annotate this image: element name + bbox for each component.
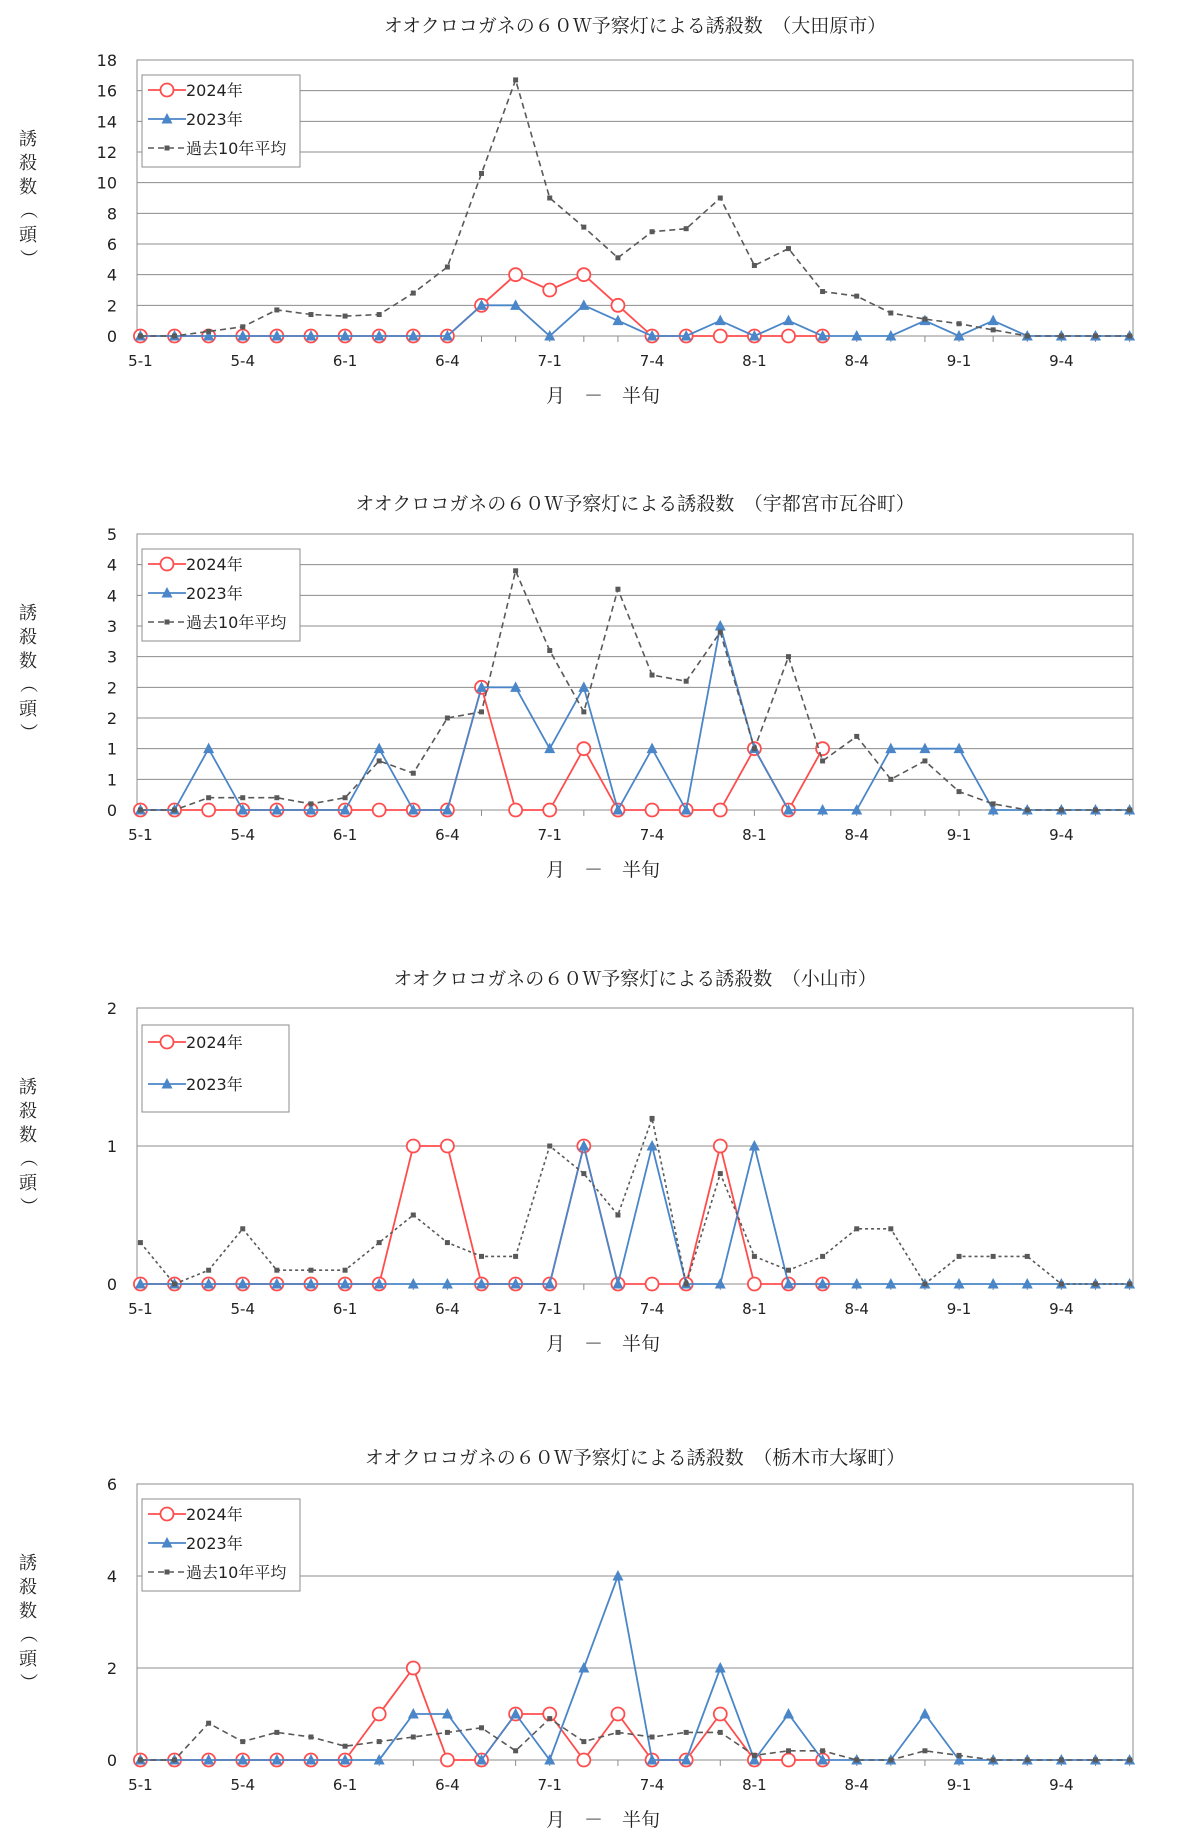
chart-title: オオクロコガネの６０Ｗ予察灯による誘殺数 （小山市）	[393, 968, 877, 990]
y-axis-label-char: 頭	[19, 1173, 37, 1194]
data-point-avg	[888, 1758, 893, 1763]
data-point-avg	[1127, 334, 1132, 339]
data-point-avg	[786, 1748, 791, 1753]
legend	[142, 549, 300, 641]
y-axis-label-char: （	[17, 201, 38, 219]
data-point-avg	[411, 291, 416, 296]
y-axis-label-char: 誘	[19, 129, 37, 150]
data-point-avg	[922, 1282, 927, 1287]
x-tick-label: 6-1	[332, 1776, 358, 1794]
data-point-avg	[206, 1721, 211, 1726]
data-point-avg	[650, 673, 655, 678]
y-tick-label: 4	[106, 1567, 117, 1586]
data-point-2024	[782, 1754, 795, 1767]
chart-title: オオクロコガネの６０Ｗ予察灯による誘殺数 （宇都宮市瓦谷町）	[355, 493, 915, 515]
data-point-avg	[991, 327, 996, 332]
y-axis-label-char: （	[17, 1149, 38, 1167]
data-point-avg	[615, 1213, 620, 1218]
legend-label: 2023年	[186, 584, 243, 603]
data-point-avg	[411, 1735, 416, 1740]
data-point-avg	[1025, 1758, 1030, 1763]
data-point-avg	[650, 1735, 655, 1740]
data-point-avg	[922, 317, 927, 322]
y-axis-label-char: 頭	[19, 699, 37, 720]
x-tick-label: 7-1	[537, 1776, 562, 1794]
data-point-avg	[888, 311, 893, 316]
y-tick-label: 4	[106, 586, 117, 606]
y-tick-label: 0	[106, 1751, 117, 1770]
data-point-avg	[888, 1226, 893, 1231]
y-axis-label-char: （	[17, 1625, 38, 1643]
data-point-2023	[203, 743, 214, 754]
legend-marker-2024	[161, 84, 174, 97]
y-tick-label: 4	[106, 555, 117, 575]
y-tick-label: 2	[106, 709, 117, 728]
data-point-2023	[578, 299, 589, 310]
y-tick-label: 0	[106, 801, 117, 820]
data-point-avg	[1093, 334, 1098, 339]
data-point-avg	[206, 795, 211, 800]
data-point-2024	[714, 1708, 727, 1721]
y-axis-label-char: ）	[17, 1197, 38, 1215]
y-tick-label: 5	[106, 525, 117, 544]
data-point-avg	[274, 1730, 279, 1735]
data-point-2023	[647, 1140, 658, 1151]
x-tick-label: 7-4	[639, 826, 665, 844]
x-tick-label: 7-1	[537, 826, 562, 844]
data-point-avg	[957, 1753, 962, 1758]
data-point-2024	[611, 299, 624, 312]
legend-marker-avg	[165, 146, 170, 151]
y-axis-label-char: ）	[17, 723, 38, 741]
data-point-avg	[138, 1758, 143, 1763]
y-tick-label: 2	[106, 999, 117, 1018]
data-point-2023	[374, 743, 385, 754]
data-point-avg	[854, 1758, 859, 1763]
data-point-avg	[615, 1730, 620, 1735]
y-tick-label: 1	[106, 770, 117, 790]
data-point-avg	[684, 1730, 689, 1735]
data-point-2024	[202, 804, 215, 817]
data-point-avg	[308, 312, 313, 317]
data-point-avg	[411, 1213, 416, 1218]
x-tick-label: 7-4	[639, 352, 665, 370]
data-point-avg	[343, 314, 348, 319]
data-point-avg	[581, 225, 586, 230]
x-tick-label: 6-1	[332, 352, 358, 370]
y-tick-label: 14	[96, 112, 117, 132]
data-point-2024	[714, 804, 727, 817]
data-point-avg	[172, 1282, 177, 1287]
data-point-avg	[240, 1739, 245, 1744]
data-point-avg	[445, 716, 450, 721]
y-tick-label: 4	[106, 265, 117, 285]
chart-panel	[17, 15, 1135, 407]
data-point-avg	[786, 1268, 791, 1273]
x-axis-label: 月 － 半旬	[545, 859, 661, 881]
y-tick-label: 8	[106, 204, 117, 224]
data-point-2023	[544, 743, 555, 754]
x-tick-label: 8-1	[742, 826, 767, 844]
y-tick-label: 2	[106, 296, 117, 316]
data-point-avg	[718, 1730, 723, 1735]
data-point-avg	[752, 1753, 757, 1758]
data-point-avg	[308, 801, 313, 806]
y-tick-label: 10	[96, 173, 117, 193]
x-tick-label: 9-4	[1049, 352, 1074, 370]
y-tick-label: 0	[106, 1275, 117, 1294]
data-point-2024	[543, 804, 556, 817]
y-axis-label-char: 頭	[19, 1649, 37, 1670]
data-point-avg	[888, 777, 893, 782]
data-point-avg	[1127, 1282, 1132, 1287]
data-point-2024	[714, 1140, 727, 1153]
data-point-avg	[240, 324, 245, 329]
data-point-2023	[749, 1140, 760, 1151]
data-point-avg	[650, 229, 655, 234]
x-tick-label: 9-4	[1049, 826, 1074, 844]
data-point-2024	[748, 1278, 761, 1291]
x-tick-label: 5-1	[128, 1776, 153, 1794]
data-point-avg	[445, 265, 450, 270]
data-point-avg	[377, 312, 382, 317]
data-point-avg	[1025, 334, 1030, 339]
chart-panel	[17, 493, 1135, 881]
data-point-avg	[547, 648, 552, 653]
data-point-2023	[647, 743, 658, 754]
legend-marker-avg	[165, 620, 170, 625]
y-tick-label: 2	[106, 1659, 117, 1678]
data-point-2023	[578, 1662, 589, 1673]
y-tick-label: 2	[106, 678, 117, 698]
y-axis-label-char: 殺	[19, 153, 37, 174]
legend-marker-2024	[161, 1036, 174, 1049]
y-axis-label-char: 数	[19, 651, 37, 672]
data-point-avg	[854, 1226, 859, 1231]
chart-panel	[17, 968, 1135, 1355]
data-point-2024	[441, 1140, 454, 1153]
data-point-2023	[612, 1570, 623, 1581]
data-point-avg	[820, 1254, 825, 1259]
data-point-2024	[543, 284, 556, 297]
data-point-avg	[172, 808, 177, 813]
data-point-avg	[1093, 808, 1098, 813]
legend-label: 2024年	[186, 555, 243, 574]
data-point-2024	[646, 1278, 659, 1291]
y-axis-label-char: 頭	[19, 225, 37, 246]
data-point-avg	[820, 1748, 825, 1753]
x-tick-label: 6-4	[435, 352, 460, 370]
data-point-avg	[752, 1254, 757, 1259]
y-tick-label: 0	[106, 327, 117, 346]
y-axis-label-char: 誘	[19, 1077, 37, 1098]
x-tick-label: 5-4	[230, 826, 255, 844]
series-avg-line	[140, 1118, 1129, 1284]
legend-label: 2023年	[186, 1534, 243, 1553]
data-point-avg	[820, 289, 825, 294]
data-point-avg	[957, 1254, 962, 1259]
data-point-avg	[581, 1739, 586, 1744]
data-point-avg	[786, 246, 791, 251]
data-point-avg	[684, 226, 689, 231]
data-point-avg	[172, 334, 177, 339]
data-point-avg	[513, 568, 518, 573]
y-axis-label-char: 数	[19, 1125, 37, 1146]
data-point-avg	[138, 808, 143, 813]
y-tick-label: 16	[96, 81, 117, 101]
data-point-avg	[343, 1268, 348, 1273]
data-point-avg	[206, 329, 211, 334]
x-tick-label: 9-1	[946, 1776, 972, 1794]
data-point-avg	[650, 1116, 655, 1121]
legend-label: 過去10年平均	[186, 613, 287, 632]
data-point-avg	[991, 801, 996, 806]
legend-label: 過去10年平均	[186, 1563, 287, 1582]
data-point-avg	[274, 795, 279, 800]
data-point-2024	[646, 804, 659, 817]
data-point-avg	[581, 1171, 586, 1176]
x-tick-label: 8-1	[742, 1300, 767, 1318]
data-point-2024	[577, 1754, 590, 1767]
data-point-2024	[782, 330, 795, 343]
data-point-avg	[274, 1268, 279, 1273]
data-point-avg	[240, 1226, 245, 1231]
x-axis-label: 月 － 半旬	[545, 1333, 661, 1355]
data-point-avg	[343, 1744, 348, 1749]
data-point-avg	[138, 1240, 143, 1245]
x-tick-label: 5-1	[128, 352, 153, 370]
data-point-2023	[919, 1708, 930, 1719]
data-point-avg	[991, 1254, 996, 1259]
x-axis-label: 月 － 半旬	[545, 1809, 661, 1831]
legend-label: 2023年	[186, 110, 243, 129]
data-point-2024	[441, 1754, 454, 1767]
data-point-2024	[509, 268, 522, 281]
data-point-avg	[786, 654, 791, 659]
legend-label: 2023年	[186, 1075, 243, 1094]
data-point-avg	[513, 1254, 518, 1259]
data-point-avg	[479, 171, 484, 176]
data-point-avg	[1059, 1758, 1064, 1763]
legend-label: 2024年	[186, 81, 243, 100]
y-axis-label-char: 殺	[19, 627, 37, 648]
legend	[142, 75, 300, 167]
y-axis-label-char: 誘	[19, 1553, 37, 1574]
data-point-avg	[206, 1268, 211, 1273]
x-tick-label: 8-4	[844, 826, 869, 844]
data-point-2024	[611, 1708, 624, 1721]
data-point-avg	[718, 196, 723, 201]
data-point-2023	[988, 315, 999, 326]
x-tick-label: 8-4	[844, 352, 869, 370]
data-point-avg	[922, 758, 927, 763]
data-point-avg	[479, 1254, 484, 1259]
data-point-2023	[783, 1708, 794, 1719]
legend	[142, 1025, 289, 1112]
y-tick-label: 1	[106, 1137, 117, 1156]
y-axis-label-char: 殺	[19, 1577, 37, 1598]
data-point-2023	[715, 315, 726, 326]
data-point-avg	[1127, 808, 1132, 813]
data-point-2023	[578, 681, 589, 692]
data-point-avg	[922, 1748, 927, 1753]
x-tick-label: 9-4	[1049, 1776, 1074, 1794]
x-tick-label: 5-4	[230, 1776, 255, 1794]
data-point-avg	[1059, 808, 1064, 813]
data-point-avg	[411, 771, 416, 776]
series-2024-line	[140, 1146, 822, 1284]
data-point-2024	[714, 330, 727, 343]
data-point-avg	[343, 795, 348, 800]
y-tick-label: 12	[96, 143, 117, 162]
data-point-avg	[752, 746, 757, 751]
y-tick-label: 18	[96, 51, 117, 70]
x-tick-label: 8-1	[742, 1776, 767, 1794]
data-point-avg	[991, 1758, 996, 1763]
data-point-avg	[377, 1240, 382, 1245]
legend-marker-2024	[161, 558, 174, 571]
legend-label: 2024年	[186, 1505, 243, 1524]
data-point-avg	[581, 709, 586, 714]
x-tick-label: 6-4	[435, 826, 460, 844]
x-tick-label: 6-1	[332, 826, 358, 844]
x-tick-label: 7-4	[639, 1776, 665, 1794]
data-point-2024	[407, 1140, 420, 1153]
data-point-avg	[172, 1758, 177, 1763]
y-axis-label-char: 数	[19, 1601, 37, 1622]
data-point-avg	[445, 1240, 450, 1245]
data-point-avg	[820, 758, 825, 763]
data-point-avg	[1093, 1282, 1098, 1287]
data-point-avg	[513, 77, 518, 82]
data-point-avg	[752, 263, 757, 268]
data-point-avg	[445, 1730, 450, 1735]
legend-label: 過去10年平均	[186, 139, 287, 158]
y-tick-label: 6	[106, 235, 117, 254]
x-tick-label: 8-1	[742, 352, 767, 370]
y-axis-label-char: （	[17, 675, 38, 693]
x-tick-label: 6-4	[435, 1300, 460, 1318]
data-point-2023	[783, 315, 794, 326]
y-axis-label-char: 殺	[19, 1101, 37, 1122]
data-point-avg	[274, 307, 279, 312]
x-tick-label: 5-1	[128, 826, 153, 844]
data-point-2023	[715, 1662, 726, 1673]
x-tick-label: 7-1	[537, 352, 562, 370]
data-point-2024	[509, 804, 522, 817]
data-point-avg	[547, 1144, 552, 1149]
data-point-avg	[547, 1716, 552, 1721]
data-point-avg	[479, 1725, 484, 1730]
y-tick-label: 3	[106, 647, 117, 667]
legend-label: 2024年	[186, 1033, 243, 1052]
legend-marker-avg	[165, 1570, 170, 1575]
data-point-2024	[407, 1662, 420, 1675]
data-point-2024	[577, 268, 590, 281]
chart-title: オオクロコガネの６０Ｗ予察灯による誘殺数 （栃木市大塚町）	[364, 1447, 906, 1469]
data-point-2024	[373, 804, 386, 817]
data-point-avg	[854, 734, 859, 739]
y-axis-label-char: ）	[17, 1673, 38, 1691]
x-tick-label: 7-1	[537, 1300, 562, 1318]
legend-marker-2024	[161, 1508, 174, 1521]
y-tick-label: 3	[106, 617, 117, 636]
legend	[142, 1499, 300, 1591]
data-point-2024	[373, 1708, 386, 1721]
data-point-avg	[1059, 334, 1064, 339]
y-axis-label-char: ）	[17, 249, 38, 267]
x-tick-label: 8-4	[844, 1776, 869, 1794]
y-tick-label: 6	[106, 1475, 117, 1494]
data-point-avg	[684, 679, 689, 684]
data-point-avg	[718, 630, 723, 635]
data-point-avg	[377, 1739, 382, 1744]
x-axis-label: 月 － 半旬	[545, 385, 661, 407]
data-point-avg	[1127, 1758, 1132, 1763]
x-tick-label: 7-4	[639, 1300, 665, 1318]
x-tick-label: 9-1	[946, 1300, 972, 1318]
data-point-avg	[1025, 1254, 1030, 1259]
data-point-avg	[547, 196, 552, 201]
data-point-avg	[854, 294, 859, 299]
x-tick-label: 8-4	[844, 1300, 869, 1318]
y-tick-label: 1	[106, 739, 117, 759]
x-tick-label: 9-4	[1049, 1300, 1074, 1318]
x-tick-label: 5-1	[128, 1300, 153, 1318]
data-point-avg	[615, 255, 620, 260]
data-point-avg	[1093, 1758, 1098, 1763]
data-point-2023	[715, 620, 726, 631]
data-point-avg	[240, 795, 245, 800]
data-point-avg	[1025, 808, 1030, 813]
chart-panel	[17, 1447, 1135, 1831]
data-point-avg	[684, 1282, 689, 1287]
chart-title: オオクロコガネの６０Ｗ予察灯による誘殺数 （大田原市）	[383, 15, 887, 37]
data-point-avg	[138, 334, 143, 339]
x-tick-label: 9-1	[946, 352, 972, 370]
data-point-avg	[308, 1268, 313, 1273]
data-point-2024	[816, 742, 829, 755]
x-tick-label: 6-1	[332, 1300, 358, 1318]
x-tick-label: 6-4	[435, 1776, 460, 1794]
data-point-avg	[513, 1748, 518, 1753]
data-point-avg	[1059, 1282, 1064, 1287]
data-point-avg	[308, 1735, 313, 1740]
x-tick-label: 5-4	[230, 352, 255, 370]
data-point-avg	[957, 789, 962, 794]
data-point-avg	[377, 758, 382, 763]
x-tick-label: 9-1	[946, 826, 972, 844]
y-axis-label-char: 数	[19, 177, 37, 198]
data-point-avg	[479, 709, 484, 714]
data-point-2024	[577, 742, 590, 755]
series-avg-line	[140, 1719, 1129, 1760]
data-point-avg	[957, 321, 962, 326]
data-point-avg	[718, 1171, 723, 1176]
x-tick-label: 5-4	[230, 1300, 255, 1318]
data-point-avg	[615, 587, 620, 592]
y-axis-label-char: 誘	[19, 603, 37, 624]
